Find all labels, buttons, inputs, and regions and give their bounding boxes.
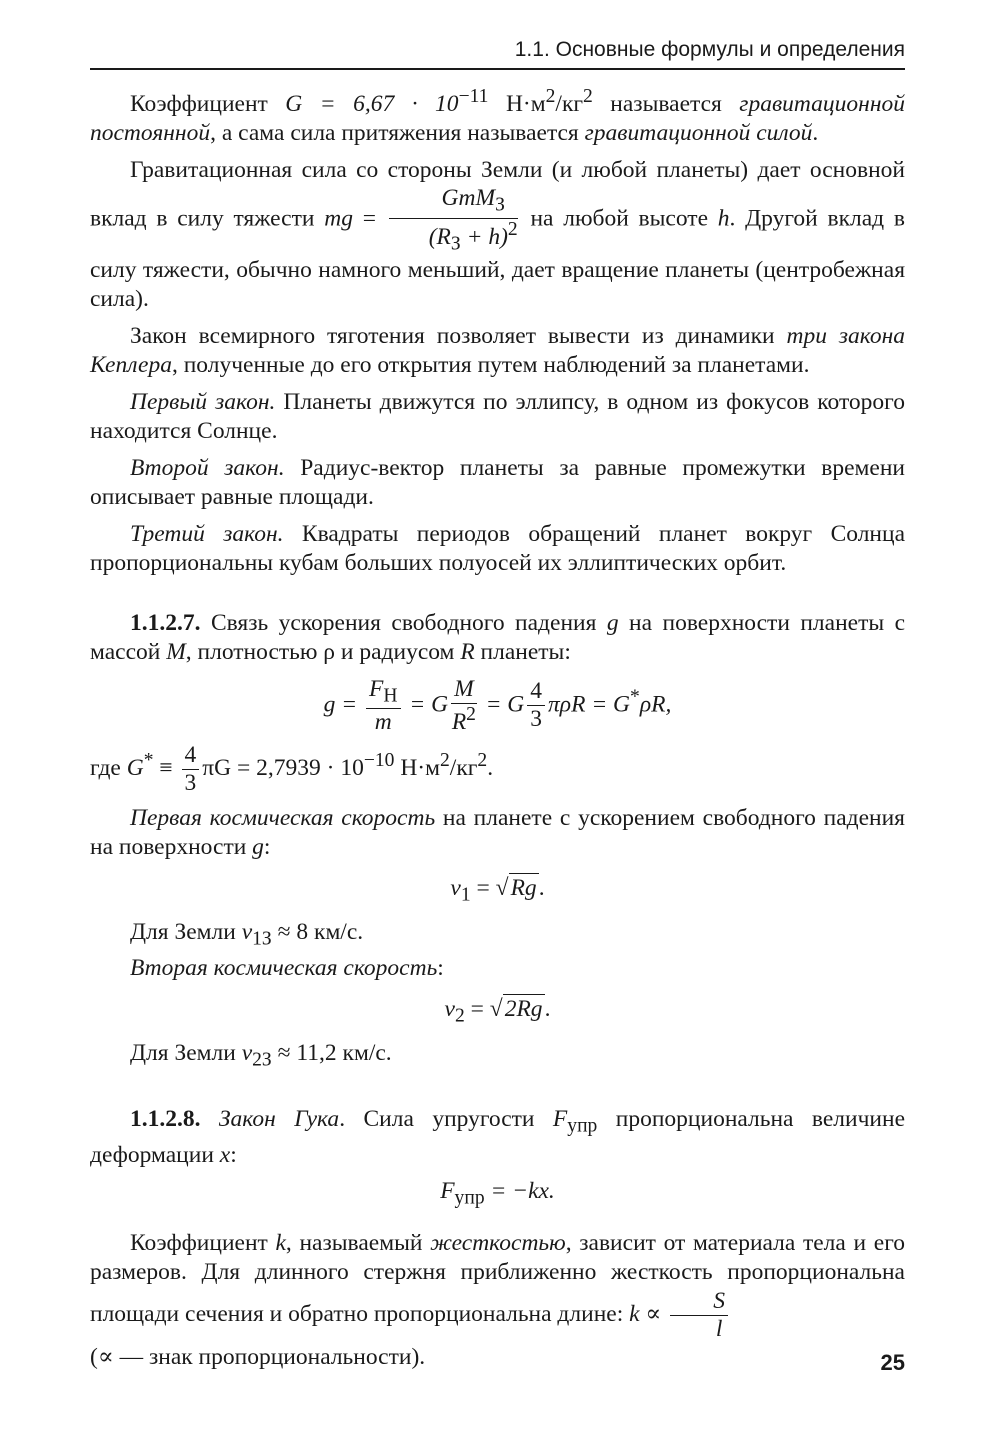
section-1-1-2-7: 1.1.2.7. Связь ускорения свободного падения g на поверхности планеты с массой M, плотностью ρ и радиусом R планеты: [90,609,906,666]
paragraph-gravity-force: Гравитационная сила со стороны Земли (и любой планеты) дает основной вклад в силу тяжести mg = $\frac{GmM_З}{(R_З + h)^2}$ на любой высоте h. Другой вклад в силу тяжести, обычно намного меньший, дает вращение планеты (центробежная сила). [90,156,905,313]
section-1-1-2-8: 1.1.2.8. Закон Гука. Сила упругости $F_{упр}$ пропорциональна величине деформации x: [90,1106,905,1169]
paragraph-kepler-intro: Закон всемирного тяготения позволяет вывести из динамики три закона Кеплера, полученные до его открытия путем наблюдений за планетами. [90,322,905,379]
equation-v1: $v_1$ = √ Rg . [450,874,545,906]
earth-v1: Для Земли $v_{1З} \approx 8$ км/с. [130,918,364,950]
paragraph-second-cosmic-velocity: Вторая космическая скорость: [130,955,444,982]
running-header: 1.1. Основные формулы и определения [90,38,905,70]
definition-g-star: где G* ≡ $\frac{4}{3}$ $\pi G = 2,7939 \cdot 10^{-10}$ $Н\cdot м^2/кг^2$. [90,741,494,796]
paragraph-first-cosmic-velocity: Первая космическая скорость на планете с ускорением свободного падения на поверхности g: [90,804,905,861]
fraction-gravity: $\frac{GmM_З}{(R_З + h)^2}$ [389,185,518,255]
paragraph-gravitational-constant: Коэффициент $G = 6,67 \cdot 10^{-11}$ $Н\cdot м^2/кг^2$ называется гравитационной постоянной, а сама сила притяжения называется гравитационной силой. [90,86,905,147]
equation-free-fall: g = $\frac{F_Н}{m}$ = G $\frac{M}{R^2}$ = G $\frac{4}{3}$ πρR = G*ρR, [323,675,672,735]
equation-hooke: $F_{упр} = -kx$. [440,1177,555,1209]
kepler-first-law: Первый закон. Планеты движутся по эллипсу, в одном из фокусов которого находится Солнце. [90,388,905,445]
earth-v2: Для Земли $v_{2З} \approx 11,2$ км/с. [130,1039,392,1071]
kepler-second-law: Второй закон. Радиус-вектор планеты за равные промежутки времени описывает равные площади. [90,454,905,511]
paragraph-stiffness: Коэффициент k, называемый жесткостью, зависит от материала тела и его размеров. Для длинного стержня приближенно жесткость пропорциональна площади сечения и обратно пропорциональна длине: k ∝ $\frac{S}{l}$ [90,1229,905,1342]
page-body [90,82,905,1372]
page-number: 25 [880,1350,905,1375]
paragraph-proportional-sign: (∝ — знак пропорциональности). [90,1343,426,1370]
equation-v2: $v_2$ = √ 2Rg . [444,995,551,1027]
kepler-third-law: Третий закон. Квадраты периодов обращений планет вокруг Солнца пропорциональны кубам больших полуосей их эллиптических орбит. [90,520,905,577]
